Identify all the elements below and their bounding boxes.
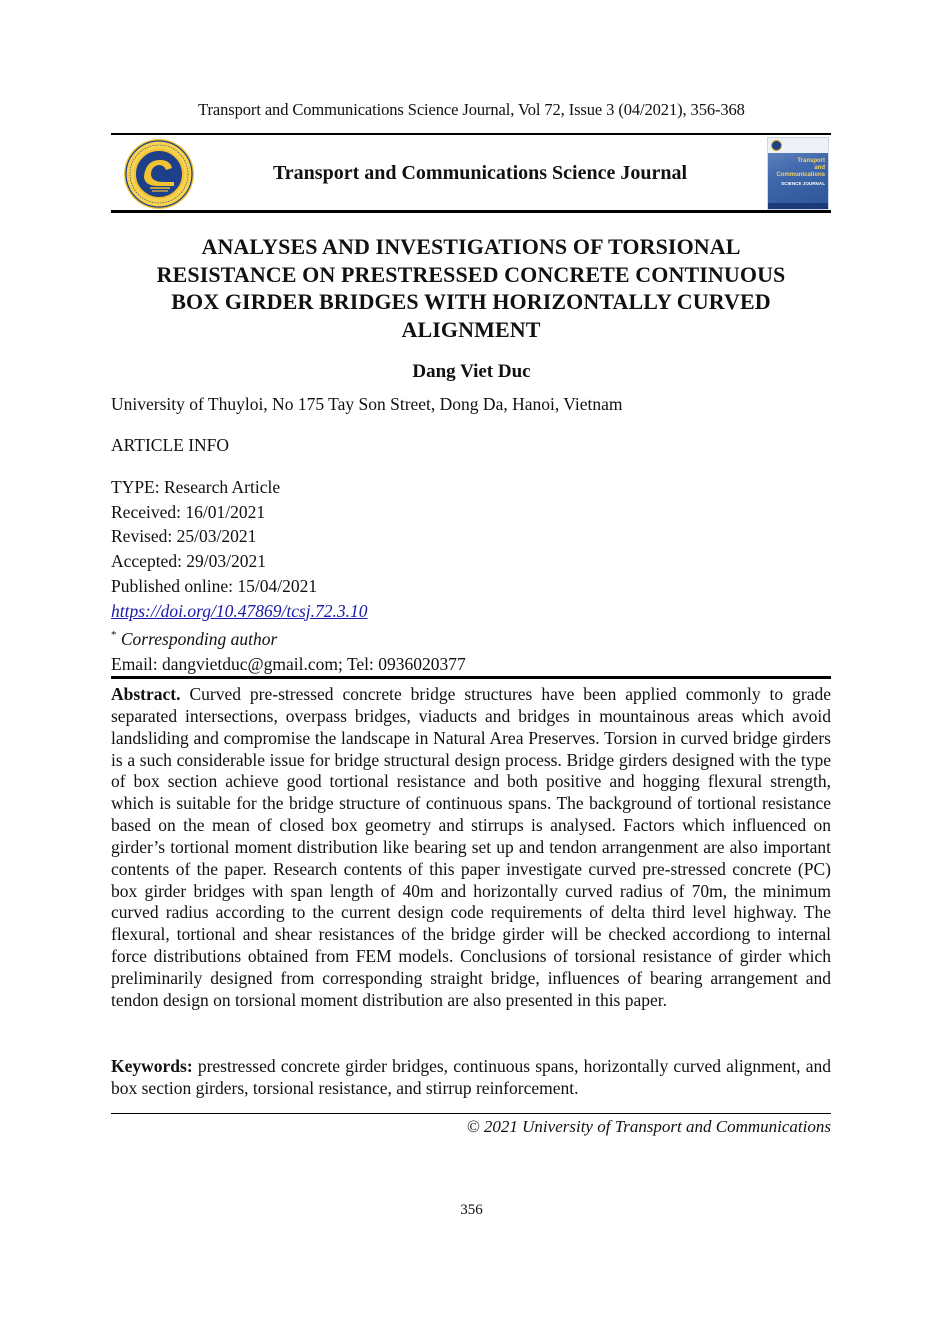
university-seal-logo-icon	[122, 138, 196, 210]
title-line: RESISTANCE ON PRESTRESSED CONCRETE CONTINUOUS	[156, 261, 786, 287]
corresponding-label: Corresponding author	[116, 629, 278, 650]
keywords-label: Keywords:	[111, 1056, 193, 1076]
keywords-rule	[111, 1113, 831, 1114]
abstract	[111, 684, 831, 1012]
article-info-rule	[111, 676, 831, 679]
journal-banner-title: Transport and Communications Science Journal	[272, 162, 688, 184]
received-date: Received: 16/01/2021	[111, 501, 266, 522]
doi-link[interactable]: https://doi.org/10.47869/tcsj.72.3.10	[111, 600, 368, 621]
author-name: Dang Viet Duc	[412, 361, 531, 382]
corresponding-mark: *	[111, 629, 117, 642]
header-top-rule	[111, 133, 831, 135]
title-line: ALIGNMENT	[401, 316, 541, 342]
cover-subtitle: SCIENCE JOURNAL	[781, 181, 825, 186]
accepted-date: Accepted: 29/03/2021	[111, 551, 267, 572]
abstract-label: Abstract.	[111, 684, 181, 704]
cover-footer-band	[768, 203, 828, 209]
copyright-notice: © 2021 University of Transport and Communications	[466, 1117, 831, 1136]
article-info-heading: ARTICLE INFO	[111, 435, 230, 455]
corresponding-author-note	[111, 623, 466, 652]
abstract-text: Curved pre-stressed concrete bridge structures have been applied commonly to grade separated intersections, overpass bridges, viaducts and bridges in mountainous areas which avoid landsliding and compromise the landscape in Natural Area Preserves. Torsion in curved bridge girders is a such considerable issue for bridge structural design process. Bridge girders designed with the type of box section achieve good tortional resistance and both positive and hogging flexural strength, which is suitable for the bridge structure of continuous spans. The background of tortional resistance based on the mean of closed box geometry and stirrups is analysed. Factors which influenced on girder’s tortional moment distribution like bearing set up and tendon arrangenment are also important contents of the paper. Research contents of this paper investigate curved pre-stressed concrete (PC) box girder bridges with span length of 40m and horizontally curved radius of 70m, the minimum curved radius according to the current design code requirements of delta third level highway. The flexural, tortional and shear resistances of the bridge girder will be checked accordiong to internal force distributions obtained from FEM models. Conclusions of torsional resistance of girder which preliminarily designed from corresponding straight bridge, influences of bearing arrangement and tendon design on torsional moment distribution are also presented in this paper.	[111, 684, 831, 1010]
published-date: Published online: 15/04/2021	[111, 575, 318, 596]
cover-seal-icon	[771, 140, 782, 151]
article-info-list	[111, 475, 466, 676]
keywords	[111, 1055, 831, 1099]
cover-title-line: Transport	[797, 158, 825, 164]
article-title	[111, 233, 831, 343]
page-number: 356	[460, 1202, 483, 1218]
article-type: TYPE: Research Article	[111, 477, 281, 497]
cover-title-line: Communications	[776, 172, 825, 178]
cover-title-line: and	[814, 165, 825, 171]
contact-info: Email: dangvietduc@gmail.com; Tel: 0936020377	[111, 653, 466, 674]
cover-title	[776, 158, 825, 179]
banner-bottom-rule	[111, 210, 831, 213]
revised-date: Revised: 25/03/2021	[111, 526, 257, 547]
author-affiliation: University of Thuyloi, No 175 Tay Son Street, Dong Da, Hanoi, Vietnam	[111, 394, 623, 414]
title-line: ANALYSES AND INVESTIGATIONS OF TORSIONAL	[201, 234, 741, 259]
journal-cover-thumbnail-icon	[767, 137, 829, 210]
keywords-text: prestressed concrete girder bridges, continuous spans, horizontally curved alignment, and box section girders, torsional resistance, and stirrup reinforcement.	[111, 1056, 831, 1098]
title-line: BOX GIRDER BRIDGES WITH HORIZONTALLY CURVED	[171, 289, 771, 314]
running-head: Transport and Communications Science Journal, Vol 72, Issue 3 (04/2021), 356-368	[198, 100, 745, 119]
